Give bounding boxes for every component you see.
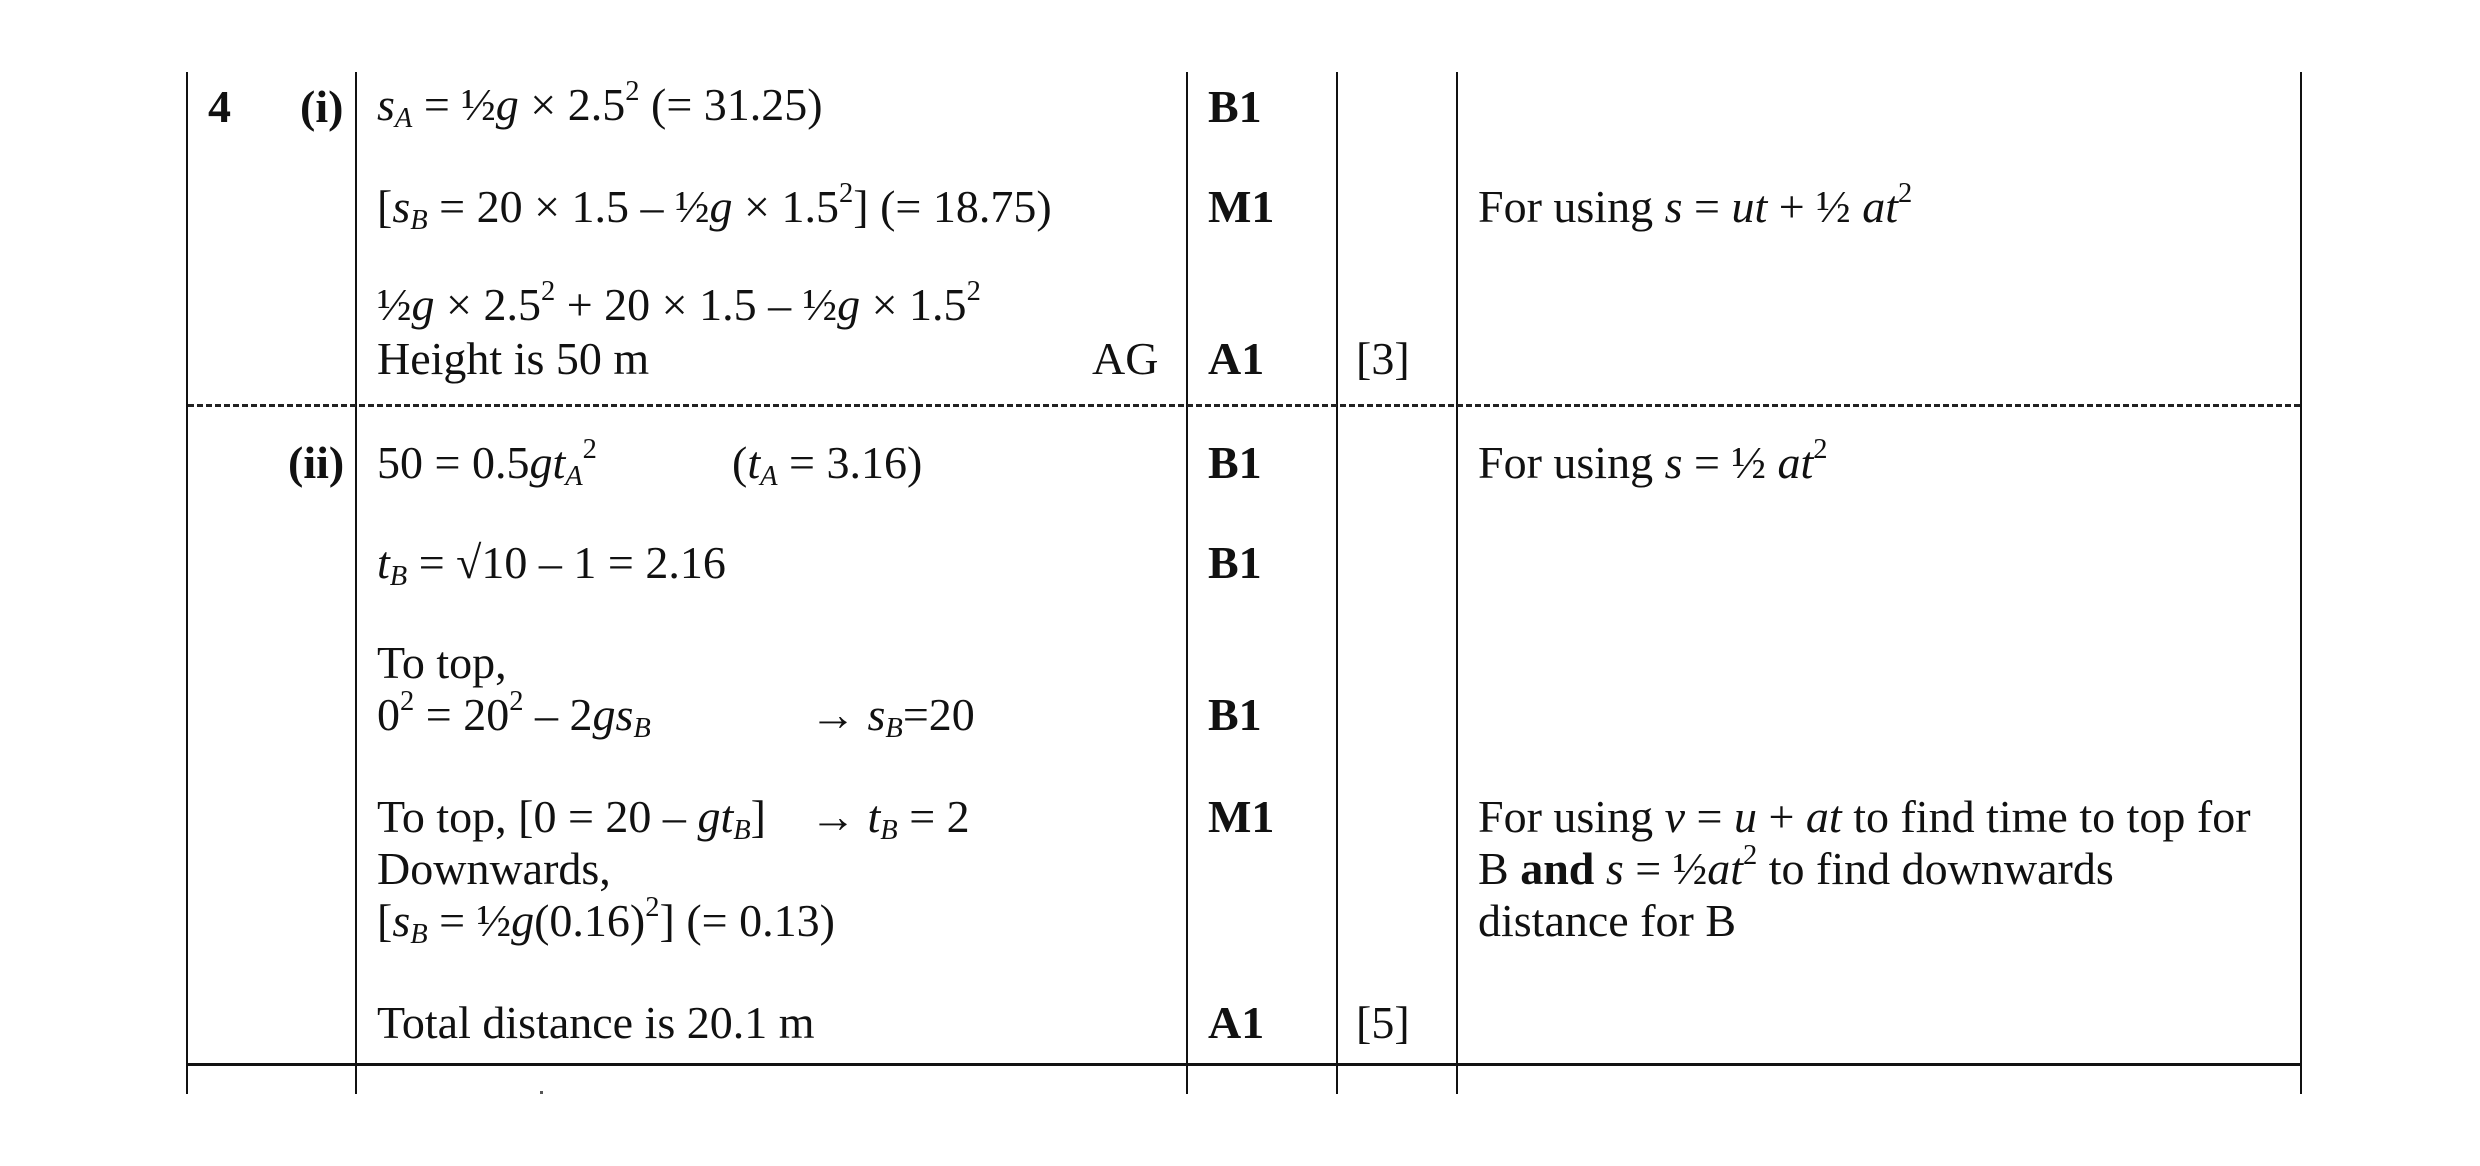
mark-code: B1 <box>1208 81 1262 132</box>
answer-line: To top, $[0 = 20 - gt_B]$ <box>377 791 766 847</box>
mark-code: B1 <box>1208 689 1262 740</box>
answer-line: ½g × $2.5^2 + 20 \times 1.5$ – ½g × $1.5^2$ <box>377 276 981 330</box>
table-bottom-rule <box>186 1063 2300 1066</box>
table-border-right <box>2300 72 2302 1094</box>
answer-given-annotation: AG <box>1092 333 1159 384</box>
mark-code: A1 <box>1208 333 1265 384</box>
answer-line: → $s_B=20$ <box>810 689 975 745</box>
answer-line: [$s_B = 20 \times 1.5$ – ½g × $1.5^2$] (= 18.75) <box>377 178 1052 237</box>
column-divider-mark <box>1336 72 1338 1094</box>
answer-line: $(t_A = 3.16)$ <box>732 437 923 493</box>
guidance-note: For using s = ut + ½ $at^2$ <box>1478 178 1913 232</box>
answer-line: → $t_B = 2$ <box>810 791 970 847</box>
answer-line: [$s_B$ = $\frac{1}{2}g(0.16)^2$] (= 0.13) <box>377 892 835 951</box>
part-label-i: (i) <box>300 81 344 132</box>
guidance-note: distance for B <box>1478 895 1737 946</box>
column-divider-total <box>1456 72 1458 1094</box>
answer-line: Downwards, <box>377 843 611 894</box>
part-separator-dashed <box>188 404 2300 407</box>
answer-line: To top, <box>377 637 507 688</box>
answer-line: $s_A$ = ½g × $2.5^2$ (= 31.25) <box>377 76 823 135</box>
answer-line: $t_B = √10 - 1 = 2.16$ <box>377 537 726 593</box>
mark-code: M1 <box>1208 791 1275 842</box>
part-label-ii: (ii) <box>288 437 345 488</box>
answer-line: Height is 50 m <box>377 333 650 384</box>
mark-code: M1 <box>1208 181 1275 232</box>
mark-code: B1 <box>1208 437 1262 488</box>
marks-total: [3] <box>1356 333 1410 384</box>
answer-line: $50 = 0.5gt_A^2$ <box>377 434 597 493</box>
guidance-note: For using v = u + at to find time to top for <box>1478 791 2251 842</box>
guidance-note: For using s = ½ $at^2$ <box>1478 434 1828 488</box>
column-divider-part <box>355 72 357 1094</box>
answer-line: Total distance is 20.1 m <box>377 997 815 1048</box>
column-divider-answer <box>1186 72 1188 1094</box>
scan-speck <box>540 1091 543 1094</box>
question-number: 4 <box>208 81 231 132</box>
mark-code: A1 <box>1208 997 1265 1048</box>
table-border-left <box>186 72 188 1094</box>
answer-line: $0^2 = 20^2 - 2gs_B$ <box>377 686 651 745</box>
guidance-note: B and $s = \frac{1}{2}at^2$ to find downwards <box>1478 840 2114 894</box>
mark-code: B1 <box>1208 537 1262 588</box>
marks-total: [5] <box>1356 997 1410 1048</box>
